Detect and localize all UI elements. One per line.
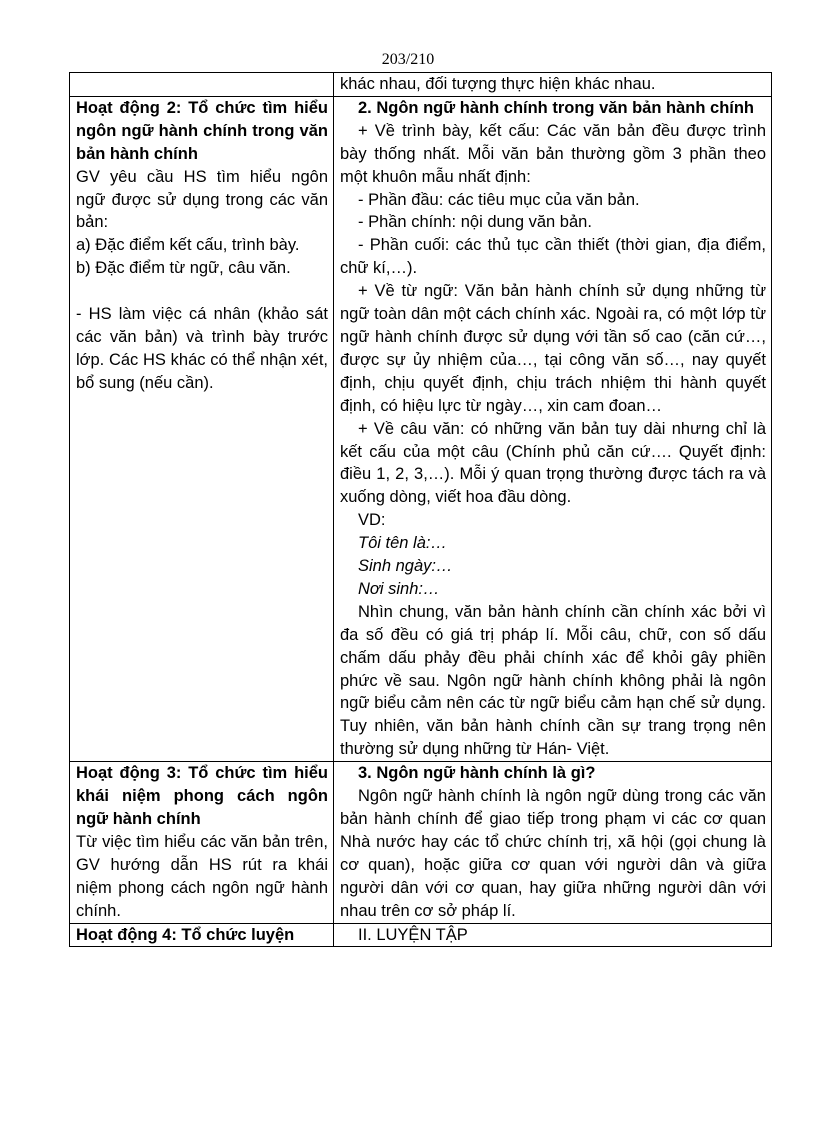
content-cell — [334, 73, 772, 97]
content-cell — [334, 923, 772, 947]
paragraph: b) Đặc điểm từ ngữ, câu văn. — [76, 259, 291, 278]
paragraph: khác nhau, đối tượng thực hiện khác nhau. — [340, 75, 656, 93]
paragraph: VD: — [358, 511, 386, 530]
paragraph: a) Đặc điểm kết cấu, trình bày. — [76, 236, 300, 255]
paragraph: - HS làm việc cá nhân (khảo sát các văn bản) và trình bày trước lớp. Các HS khác có thể nhận xét, bổ sung (nếu cần). — [76, 305, 328, 392]
paragraph: Nhìn chung, văn bản hành chính cần chính xác bởi vì đa số đều có giá trị pháp lí. Mỗi câu, chữ, con số dấu chấm dấu phảy đều phải chính xác để khỏi gây phiền phức về sau. Ngôn ngữ hành chính không phải là ngôn ngữ biểu cảm nên các từ ngữ biểu cảm hạn chế sử dụng. Tuy nhiên, văn bản hành chính cần sự trang trọng nên thường sử dụng những từ Hán- Việt. — [340, 602, 766, 759]
paragraph: Tôi tên là:… — [358, 534, 447, 553]
paragraph: - Phần chính: nội dung văn bản. — [358, 213, 592, 232]
paragraph: Từ việc tìm hiểu các văn bản trên, GV hướng dẫn HS rút ra khái niệm phong cách ngôn ngữ hành chính. — [76, 832, 328, 920]
lesson-table — [69, 72, 772, 947]
section-heading: Hoạt động 3: Tổ chức tìm hiểu khái niệm phong cách ngôn ngữ hành chính — [76, 764, 328, 828]
section-heading: 2. Ngôn ngữ hành chính trong văn bản hành chính — [358, 98, 755, 117]
page-number: 203/210 — [381, 51, 435, 68]
paragraph: Sinh ngày:… — [358, 557, 453, 576]
paragraph: - Phần đầu: các tiêu mục của văn bản. — [358, 190, 640, 209]
table-row — [70, 923, 772, 947]
activity-cell — [70, 96, 334, 761]
paragraph: GV yêu cầu HS tìm hiểu ngôn ngữ được sử dụng trong các văn bản: — [76, 167, 328, 232]
content-cell — [334, 762, 772, 923]
activity-cell — [70, 73, 334, 97]
content-cell — [334, 96, 772, 761]
paragraph: Nơi sinh:… — [358, 579, 440, 598]
section-heading: 3. Ngôn ngữ hành chính là gì? — [358, 764, 596, 783]
blank-line — [76, 280, 328, 303]
table-row — [70, 73, 772, 97]
activity-cell — [70, 762, 334, 923]
paragraph: + Về trình bày, kết cấu: Các văn bản đều được trình bày thống nhất. Mỗi văn bản thường gồm 3 phần theo một khuôn mẫu nhất định: — [340, 121, 766, 186]
table-row — [70, 96, 772, 761]
activity-cell — [70, 923, 334, 947]
section-heading: Hoạt động 4: Tổ chức luyện — [76, 925, 295, 944]
paragraph: II. LUYỆN TẬP — [358, 925, 468, 944]
paragraph: + Về từ ngữ: Văn bản hành chính sử dụng những từ ngữ toàn dân một cách chính xác. Ngoài ra, có một lớp từ ngữ hành chính được sử dụng với tần số cao (căn cứ…, được sự ủy nhiệm của…, tại công văn số…, nay quyết định, chịu quyết định, chịu trách nhiệm thi hành quyết định, có hiệu lực từ ngày…, xin cam đoan… — [340, 282, 766, 415]
paragraph: + Về câu văn: có những văn bản tuy dài nhưng chỉ là kết cấu của một câu (Chính phủ căn cứ…. Quyết định: điều 1, 2, 3,…). Mỗi ý quan trọng thường được tách ra và xuống dòng, viết hoa đầu dòng. — [340, 419, 766, 507]
table-row — [70, 762, 772, 923]
paragraph: Ngôn ngữ hành chính là ngôn ngữ dùng trong các văn bản hành chính để giao tiếp trong phạm vi các cơ quan Nhà nước hay các tổ chức chính trị, xã hội (gọi chung là cơ quan), hoặc giữa cơ quan với người dân và giữa người dân với cơ quan, hay giữa những người dân với nhau trên cơ sở pháp lí. — [340, 787, 766, 920]
paragraph: - Phần cuối: các thủ tục cần thiết (thời gian, địa điểm, chữ kí,…). — [340, 236, 766, 278]
section-heading: Hoạt động 2: Tổ chức tìm hiểu ngôn ngữ hành chính trong văn bản hành chính — [76, 98, 328, 163]
